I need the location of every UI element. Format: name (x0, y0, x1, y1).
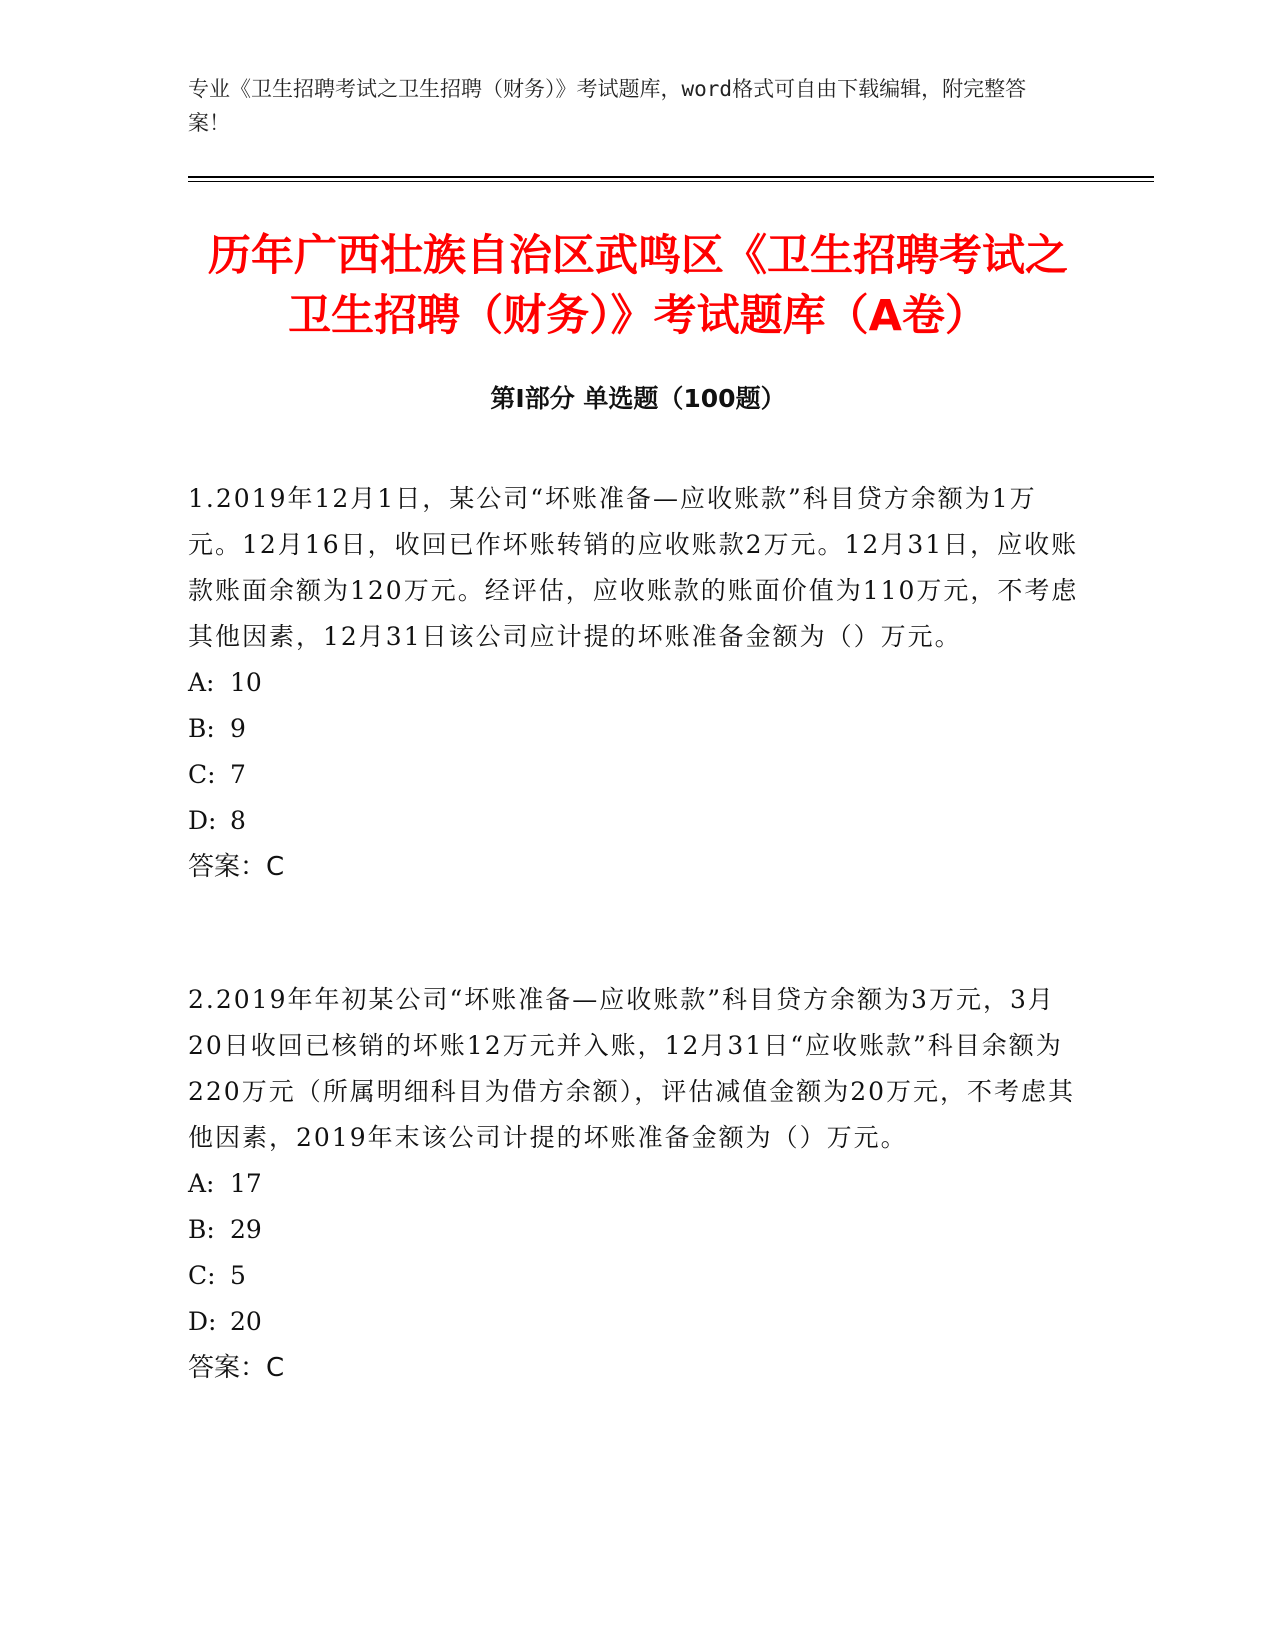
option-d (188, 798, 1088, 844)
section-heading: 第Ⅰ部分 单选题（100题） (490, 384, 786, 413)
option-b (188, 706, 1088, 752)
option-letter: D: (188, 806, 217, 835)
option-letter: D: (188, 1307, 217, 1336)
document-title: 历年广西壮族自治区武鸣区《卫生招聘考试之卫生招聘（财务）》考试题库（A卷） (208, 231, 1068, 341)
header-divider-thick (188, 176, 1154, 178)
option-text: 5 (230, 1261, 246, 1290)
option-text: 9 (230, 714, 246, 743)
option-text: 7 (230, 760, 246, 789)
header-note: 专业《卫生招聘考试之卫生招聘（财务）》考试题库，word格式可自由下载编辑，附完整答案！ (188, 77, 1027, 135)
option-c (188, 1253, 1088, 1299)
question-2 (188, 977, 1088, 1391)
option-text: 8 (230, 806, 246, 835)
question-1 (188, 476, 1088, 890)
header-divider-thin (188, 181, 1154, 182)
option-a (188, 660, 1088, 706)
option-text: 29 (230, 1215, 262, 1244)
option-text: 10 (230, 668, 262, 697)
option-letter: A: (188, 668, 215, 697)
option-letter: A: (188, 1169, 215, 1198)
option-letter: C: (188, 1261, 216, 1290)
question-stem: 2.2019年年初某公司“坏账准备—应收账款”科目贷方余额为3万元，3月20日收回已核销的坏账12万元并入账，12月31日“应收账款”科目余额为220万元（所属明细科目为借方余额），评估减值金额为20万元，不考虑其他因素，2019年末该公司计提的坏账准备金额为（）万元。 (188, 985, 1076, 1152)
answer-line: 答案：C (188, 1353, 285, 1383)
option-b (188, 1207, 1088, 1253)
option-c (188, 752, 1088, 798)
answer-line: 答案：C (188, 852, 285, 882)
option-a (188, 1161, 1088, 1207)
question-stem: 1.2019年12月1日，某公司“坏账准备—应收账款”科目贷方余额为1万元。12月16日，收回已作坏账转销的应收账款2万元。12月31日，应收账款账面余额为120万元。经评估，应收账款的账面价值为110万元，不考虑其他因素，12月31日该公司应计提的坏账准备金额为（）万元。 (188, 484, 1079, 651)
option-letter: B: (188, 714, 215, 743)
option-text: 17 (230, 1169, 262, 1198)
option-d (188, 1299, 1088, 1345)
option-letter: B: (188, 1215, 215, 1244)
option-letter: C: (188, 760, 216, 789)
option-text: 20 (230, 1307, 262, 1336)
